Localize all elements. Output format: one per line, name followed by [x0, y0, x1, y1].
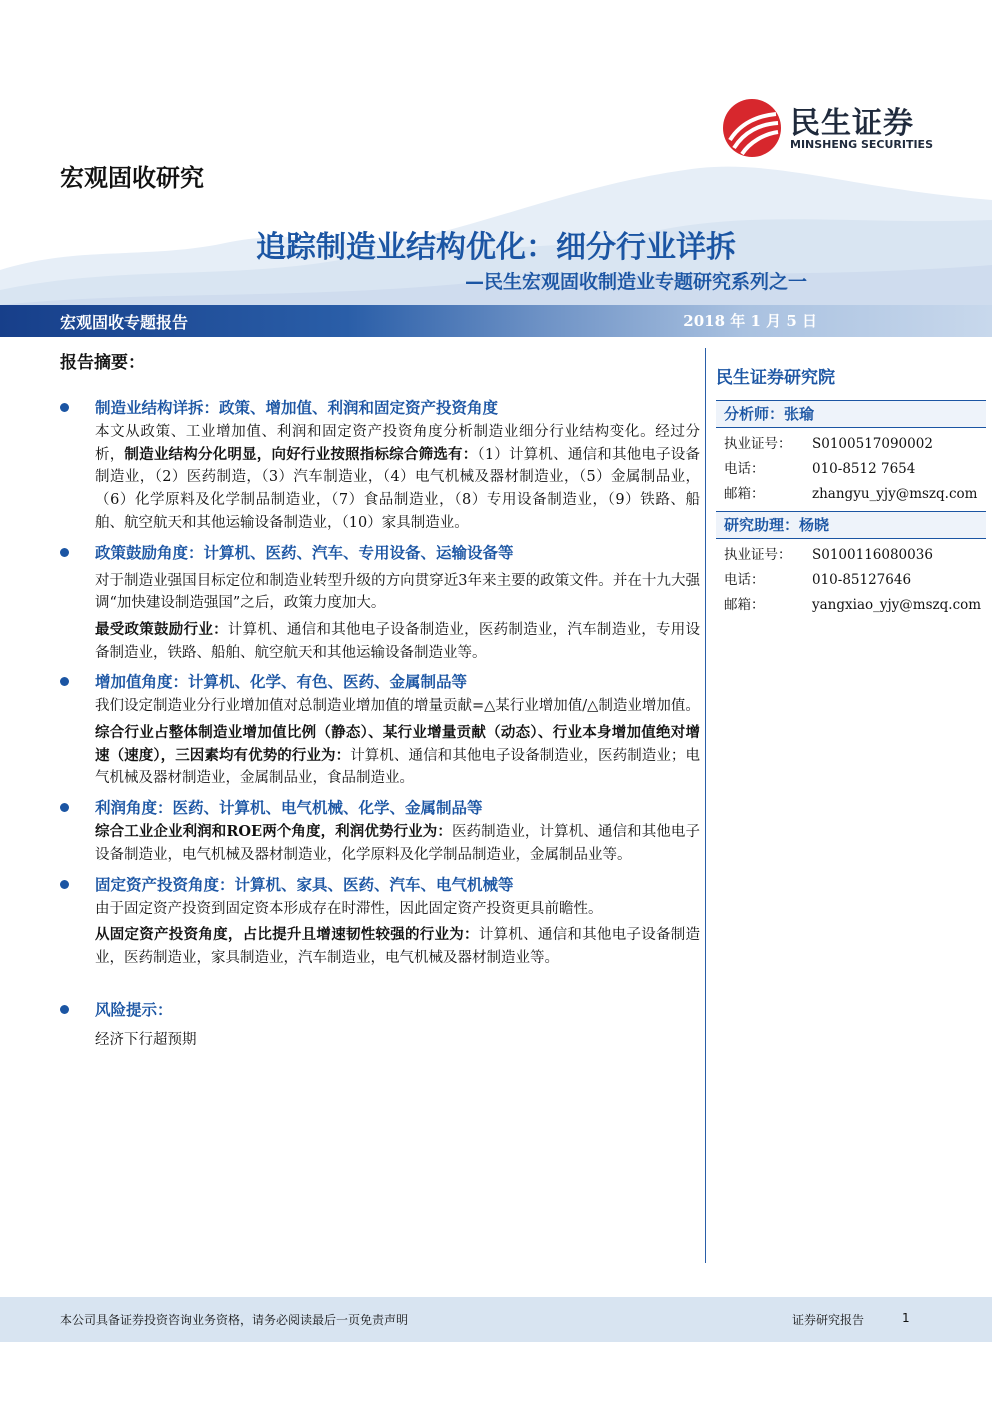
- emphasis-text: 最受政策鼓励行业：: [95, 620, 228, 638]
- body-text: 本文从政策、工业增加值、利润和固定资产投资角度分析制造业细分行业结构变化。经过分析，: [95, 424, 700, 463]
- section-title-text: 增加值角度：计算机、化学、有色、医药、金属制品等: [95, 672, 468, 692]
- section-paragraph: [60, 821, 700, 866]
- section-title-text: 利润角度：医药、计算机、电气机械、化学、金属制品等: [95, 798, 483, 818]
- section-paragraph: [60, 695, 700, 718]
- body-text: 计算机、通信和其他电子设备制造业，医药制造业；电气机械及器材制造业，金属制品业，食品制造业。: [95, 747, 701, 787]
- contact-label: 邮箱：: [724, 486, 765, 502]
- contact-value: 010-85127646: [812, 572, 912, 588]
- abstract-section: [60, 998, 700, 1052]
- logo-text-en: MINSHENG SECURITIES: [790, 138, 933, 151]
- report-subtitle: —民生宏观固收制造业专题研究系列之一: [464, 271, 807, 293]
- section-paragraph: [60, 722, 700, 790]
- body-text: 我们设定制造业分行业增加值对总制造业增加值的增量贡献=△某行业增加值/△制造业增加值。: [95, 698, 700, 715]
- logo-text-cn: 民生证券: [790, 106, 914, 141]
- logo-emblem-icon: [722, 98, 782, 158]
- abstract-section: [60, 796, 700, 866]
- footer-disclaimer: 本公司具备证券投资咨询业务资格，请务必阅读最后一页免责声明: [60, 1313, 409, 1327]
- contact-row: [716, 593, 986, 618]
- section-title-text: 固定资产投资角度：计算机、家具、医药、汽车、电气机械等: [95, 874, 514, 894]
- contact-row: [716, 543, 986, 568]
- contact-value: yangxiao_yjy@mszq.com: [812, 597, 982, 613]
- footer-doc-type: 证券研究报告: [792, 1313, 865, 1327]
- section-title: [60, 541, 700, 564]
- emphasis-text: 综合工业企业利润和ROE两个角度，利润优势行业为：: [95, 823, 452, 841]
- body-text: 对于制造业强国目标定位和制造业转型升级的方向贯穿近3年来主要的政策文件。并在十九大强调“加快建设制造强国”之后，政策力度加大。: [95, 572, 700, 612]
- company-logo: [722, 98, 952, 158]
- section-title: [60, 873, 700, 896]
- section-title: [60, 670, 700, 693]
- contact-label: 执业证号：: [724, 547, 792, 563]
- contact-row: [716, 457, 986, 482]
- section-title: [60, 396, 700, 419]
- contact-value: 010-8512 7654: [812, 461, 916, 477]
- analyst-sidebar: [716, 364, 986, 618]
- bullet-icon: [60, 403, 69, 412]
- body-text: 计算机、通信和其他电子设备制造业，医药制造业，汽车制造业，专用设备制造业，铁路、船舶、航空航天和其他运输设备制造业等。: [95, 621, 701, 661]
- report-title: 追踪制造业结构优化：细分行业详拆: [256, 230, 736, 265]
- page-number: 1: [902, 1311, 910, 1325]
- section-paragraph: [60, 924, 700, 969]
- emphasis-text: 制造业结构分化明显，向好行业按照指标综合筛选有：: [124, 445, 478, 463]
- page-footer: [0, 1297, 992, 1342]
- report-date: 2018 年 1 月 5 日: [683, 312, 817, 330]
- abstract-section: [60, 670, 700, 790]
- body-text: 医药制造业，计算机、通信和其他电子设备制造业，电气机械及器材制造业，化学原料及化学制品制造业，金属制品业等。: [95, 824, 700, 863]
- report-category: 宏观固收研究: [60, 164, 204, 192]
- report-type: 宏观固收专题报告: [60, 313, 189, 332]
- bullet-icon: [60, 880, 69, 889]
- section-paragraph: [60, 570, 700, 615]
- contact-value: zhangyu_yjy@mszq.com: [812, 486, 978, 502]
- section-title: [60, 796, 700, 819]
- section-title-text: 风险提示：: [95, 999, 173, 1019]
- contact-label: 电话：: [724, 461, 765, 477]
- column-divider: [705, 348, 706, 1263]
- bullet-icon: [60, 677, 69, 686]
- body-text: 计算机、通信和其他电子设备制造业，医药制造业，家具制造业，汽车制造业，电气机械及器材制造业等。: [95, 927, 701, 966]
- emphasis-text: 综合行业占整体制造业增加值比例（静态）、某行业增量贡献（动态）、行业本身增加值绝对增速（速度），三因素均有优势的行业为：: [95, 724, 700, 764]
- analyst-name: 研究助理：杨晓: [716, 511, 986, 539]
- report-info-bar: [0, 305, 992, 337]
- abstract-section: [60, 396, 700, 535]
- emphasis-text: 从固定资产投资角度，占比提升且增速韧性较强的行业为：: [95, 926, 479, 944]
- abstract-content: [60, 396, 700, 1051]
- contact-value: S0100116080036: [812, 547, 933, 563]
- section-paragraph: [60, 421, 700, 535]
- body-text: （1）计算机、通信和其他电子设备制造业，（2）医药制造，（3）汽车制造业，（4）电气机械及器材制造业，（5）金属制品业，（6）化学原料及化学制品制造业，（7）食品制造业，（8）专用设备制造业，（9）铁路、船舶、航空航天和其他运输设备制造业，（10）家具制造业。: [95, 446, 700, 531]
- contact-label: 执业证号：: [724, 436, 792, 452]
- section-paragraph: [60, 898, 700, 921]
- contact-row: [716, 482, 986, 507]
- institute-name: 民生证券研究院: [716, 368, 835, 388]
- contact-label: 电话：: [724, 572, 765, 588]
- body-text: 由于固定资产投资到固定资本形成存在时滞性，因此固定资产投资更具前瞻性。: [95, 900, 603, 917]
- section-paragraph: [60, 1029, 700, 1052]
- body-text: 经济下行超预期: [95, 1031, 197, 1048]
- abstract-heading: 报告摘要：: [60, 353, 145, 373]
- analyst-name: 分析师：张瑜: [716, 400, 986, 428]
- bullet-icon: [60, 548, 69, 557]
- contact-row: [716, 568, 986, 593]
- abstract-section: [60, 873, 700, 970]
- section-title-text: 政策鼓励角度：计算机、医药、汽车、专用设备、运输设备等: [95, 542, 514, 562]
- section-paragraph: [60, 619, 700, 664]
- contact-row: [716, 432, 986, 457]
- bullet-icon: [60, 1005, 69, 1014]
- section-title: [60, 998, 700, 1021]
- section-title-text: 制造业结构详拆：政策、增加值、利润和固定资产投资角度: [95, 398, 499, 417]
- abstract-section: [60, 541, 700, 665]
- contact-label: 邮箱：: [724, 597, 765, 613]
- bullet-icon: [60, 803, 69, 812]
- contact-value: S0100517090002: [812, 436, 933, 452]
